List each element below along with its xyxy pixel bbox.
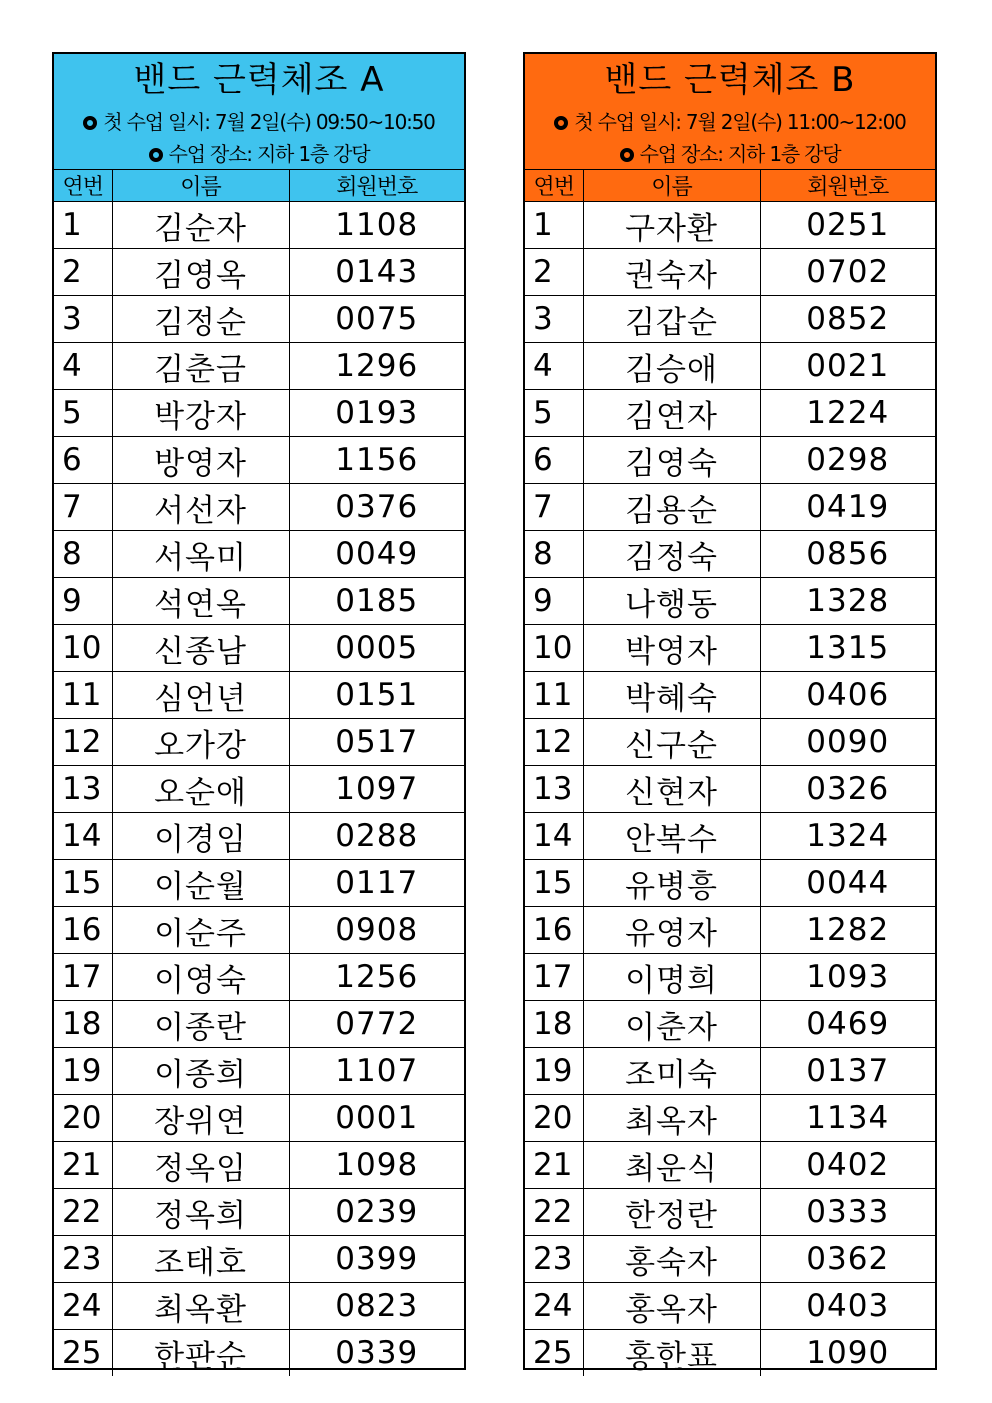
class-a-schedule-line [54,106,464,138]
table-row [54,343,464,390]
member-id: 0298 [760,437,935,484]
member-id: 0151 [289,672,464,719]
member-id: 0117 [289,860,464,907]
class-a-location: 수업 장소: 지하 1층 강당 [168,142,370,166]
class-b-schedule: 첫 수업 일시: 7월 2일(수) 11:00~12:00 [574,110,906,134]
row-number: 12 [54,719,112,766]
member-name: 안복수 [583,813,760,860]
table-row [525,249,935,296]
member-id: 1108 [289,202,464,249]
member-id: 1156 [289,437,464,484]
row-number: 25 [54,1330,112,1377]
table-row [525,1283,935,1330]
table-row [54,296,464,343]
table-row [525,813,935,860]
table-row [525,343,935,390]
member-id: 1134 [760,1095,935,1142]
row-number: 3 [525,296,583,343]
row-number: 13 [54,766,112,813]
member-name: 최운식 [583,1142,760,1189]
member-name: 홍한표 [583,1330,760,1377]
member-name: 서선자 [112,484,289,531]
member-id: 0856 [760,531,935,578]
member-name: 신종남 [112,625,289,672]
row-number: 18 [525,1001,583,1048]
member-id: 1090 [806,1335,890,1371]
class-b-schedule-line [525,106,935,138]
table-row [525,578,935,625]
table-row [525,672,935,719]
member-name: 박혜숙 [583,672,760,719]
table-row [54,1236,464,1283]
row-number: 2 [54,249,112,296]
row-number: 17 [525,954,583,1001]
member-name: 유영자 [583,907,760,954]
class-b-header [525,54,935,170]
table-row [525,296,935,343]
member-name: 한판순 [112,1330,289,1377]
row-number: 14 [54,813,112,860]
circle-bullet-icon [554,116,568,130]
table-row [54,719,464,766]
row-number: 22 [54,1189,112,1236]
member-name: 김영숙 [583,437,760,484]
class-b-member-table [525,170,935,1376]
member-name: 조태호 [112,1236,289,1283]
table-row [54,531,464,578]
row-number: 12 [525,719,583,766]
row-number: 10 [525,625,583,672]
table-row [525,907,935,954]
table-row [54,249,464,296]
circle-bullet-icon [149,148,163,162]
row-number: 23 [525,1236,583,1283]
table-row [525,1189,935,1236]
row-number: 19 [525,1048,583,1095]
class-b-location-line [525,138,935,170]
row-number: 14 [525,813,583,860]
table-row [54,813,464,860]
table-row [54,1142,464,1189]
member-name: 이순월 [112,860,289,907]
class-a-header [54,54,464,170]
table-row [525,1095,935,1142]
member-name: 박강자 [112,390,289,437]
row-number: 11 [525,672,583,719]
member-id: 0376 [289,484,464,531]
member-id: 1224 [760,390,935,437]
table-row [54,437,464,484]
member-name: 이종희 [112,1048,289,1095]
table-row [54,1189,464,1236]
row-number: 21 [54,1142,112,1189]
row-number: 1 [525,202,583,249]
row-number: 5 [525,390,583,437]
member-id: 1282 [760,907,935,954]
member-id: 0339 [335,1335,419,1371]
column-header-number: 연번 [525,170,583,202]
row-number: 5 [54,390,112,437]
member-name: 조미숙 [583,1048,760,1095]
row-number: 23 [54,1236,112,1283]
table-row [525,625,935,672]
column-header-name: 이름 [583,170,760,202]
table-row [525,390,935,437]
table-row [54,1001,464,1048]
member-id: 1256 [289,954,464,1001]
member-id: 0075 [289,296,464,343]
table-row [525,1048,935,1095]
table-row [54,1048,464,1095]
table-row [525,954,935,1001]
table-row [54,484,464,531]
row-number: 18 [54,1001,112,1048]
table-row [525,437,935,484]
table-row [54,907,464,954]
column-header-number: 연번 [54,170,112,202]
member-id: 0399 [289,1236,464,1283]
member-id: 0702 [760,249,935,296]
row-number: 10 [54,625,112,672]
member-id: 0044 [760,860,935,907]
member-name: 이순주 [112,907,289,954]
table-row [54,860,464,907]
member-id: 1107 [289,1048,464,1095]
member-name: 이경임 [112,813,289,860]
member-id: 1315 [760,625,935,672]
row-number: 1 [54,202,112,249]
circle-bullet-icon [620,148,634,162]
row-number: 7 [54,484,112,531]
class-a-column-header-row [54,170,464,202]
member-name: 김춘금 [112,343,289,390]
member-id: 0406 [760,672,935,719]
member-id: 0185 [289,578,464,625]
row-number: 22 [525,1189,583,1236]
member-id: 0333 [760,1189,935,1236]
member-name: 박영자 [583,625,760,672]
row-number: 7 [525,484,583,531]
member-name: 구자환 [583,202,760,249]
table-row [54,1283,464,1330]
table-row [525,484,935,531]
row-number: 15 [525,860,583,907]
row-number: 4 [525,343,583,390]
member-name: 김정숙 [583,531,760,578]
member-id: 0049 [289,531,464,578]
member-id: 0362 [760,1236,935,1283]
member-name: 석연옥 [112,578,289,625]
class-b-panel [523,52,937,1375]
table-row [54,1095,464,1142]
row-number: 9 [54,578,112,625]
member-id: 0852 [760,296,935,343]
column-header-name: 이름 [112,170,289,202]
row-number: 9 [525,578,583,625]
member-name: 김영옥 [112,249,289,296]
member-id: 0251 [760,202,935,249]
member-name: 김용순 [583,484,760,531]
member-name: 이춘자 [583,1001,760,1048]
table-row [54,954,464,1001]
row-number: 3 [54,296,112,343]
row-number: 16 [54,907,112,954]
member-id: 0001 [289,1095,464,1142]
column-header-member-id: 회원번호 [760,170,935,202]
member-name: 김연자 [583,390,760,437]
table-row [525,719,935,766]
member-id: 0908 [289,907,464,954]
member-name: 나행동 [583,578,760,625]
table-row [525,1142,935,1189]
member-name: 권숙자 [583,249,760,296]
row-number: 6 [54,437,112,484]
row-number: 24 [525,1283,583,1330]
member-id: 0772 [289,1001,464,1048]
table-row [525,1001,935,1048]
table-row [54,1330,464,1377]
class-a-title: 밴드 근력체조 A [133,60,385,100]
member-id: 1296 [289,343,464,390]
member-name: 김순자 [112,202,289,249]
member-name: 신현자 [583,766,760,813]
member-name: 서옥미 [112,531,289,578]
member-name: 한정란 [583,1189,760,1236]
row-number: 20 [525,1095,583,1142]
table-row [54,202,464,249]
table-row [525,1236,935,1283]
class-a-member-table [54,170,464,1376]
member-id: 1093 [760,954,935,1001]
member-id: 0403 [760,1283,935,1330]
member-id: 0823 [289,1283,464,1330]
member-id: 1324 [760,813,935,860]
member-id: 0090 [760,719,935,766]
row-number: 21 [525,1142,583,1189]
class-b-column-header-row [525,170,935,202]
member-id: 0239 [289,1189,464,1236]
member-name: 홍숙자 [583,1236,760,1283]
table-row [54,625,464,672]
member-name: 최옥자 [583,1095,760,1142]
row-number: 15 [54,860,112,907]
row-number: 2 [525,249,583,296]
member-name: 김정순 [112,296,289,343]
class-a-panel [52,52,466,1375]
member-id: 0419 [760,484,935,531]
member-id: 0137 [760,1048,935,1095]
table-row [525,766,935,813]
table-row [54,578,464,625]
row-number: 11 [54,672,112,719]
member-id: 0193 [289,390,464,437]
member-id: 0288 [289,813,464,860]
member-name: 김승애 [583,343,760,390]
table-row [525,202,935,249]
class-b-title: 밴드 근력체조 B [604,60,856,100]
member-id: 0326 [760,766,935,813]
row-number: 20 [54,1095,112,1142]
table-row [54,672,464,719]
member-id: 0021 [760,343,935,390]
row-number: 16 [525,907,583,954]
table-row [525,1330,935,1377]
member-name: 장위연 [112,1095,289,1142]
row-number: 24 [54,1283,112,1330]
class-a-location-line [54,138,464,170]
circle-bullet-icon [83,116,97,130]
member-id: 0143 [289,249,464,296]
member-id: 0005 [289,625,464,672]
table-row [54,766,464,813]
row-number: 19 [54,1048,112,1095]
member-name: 최옥환 [112,1283,289,1330]
table-row [54,390,464,437]
member-name: 오가강 [112,719,289,766]
row-number: 4 [54,343,112,390]
class-a-schedule: 첫 수업 일시: 7월 2일(수) 09:50~10:50 [103,110,435,134]
member-name: 김갑순 [583,296,760,343]
member-id: 0469 [760,1001,935,1048]
class-b-location: 수업 장소: 지하 1층 강당 [639,142,841,166]
row-number: 25 [525,1330,583,1377]
member-id: 1097 [289,766,464,813]
column-header-member-id: 회원번호 [289,170,464,202]
member-name: 신구순 [583,719,760,766]
member-name: 심언년 [112,672,289,719]
member-name: 방영자 [112,437,289,484]
member-name: 정옥임 [112,1142,289,1189]
table-row [525,531,935,578]
member-name: 이명희 [583,954,760,1001]
member-name: 정옥희 [112,1189,289,1236]
member-id: 1328 [760,578,935,625]
member-name: 이영숙 [112,954,289,1001]
member-id: 1098 [289,1142,464,1189]
row-number: 17 [54,954,112,1001]
member-id: 0517 [289,719,464,766]
row-number: 13 [525,766,583,813]
member-id: 0402 [760,1142,935,1189]
table-row [525,860,935,907]
row-number: 8 [525,531,583,578]
member-name: 이종란 [112,1001,289,1048]
row-number: 6 [525,437,583,484]
member-name: 홍옥자 [583,1283,760,1330]
member-name: 유병흥 [583,860,760,907]
row-number: 8 [54,531,112,578]
member-name: 오순애 [112,766,289,813]
